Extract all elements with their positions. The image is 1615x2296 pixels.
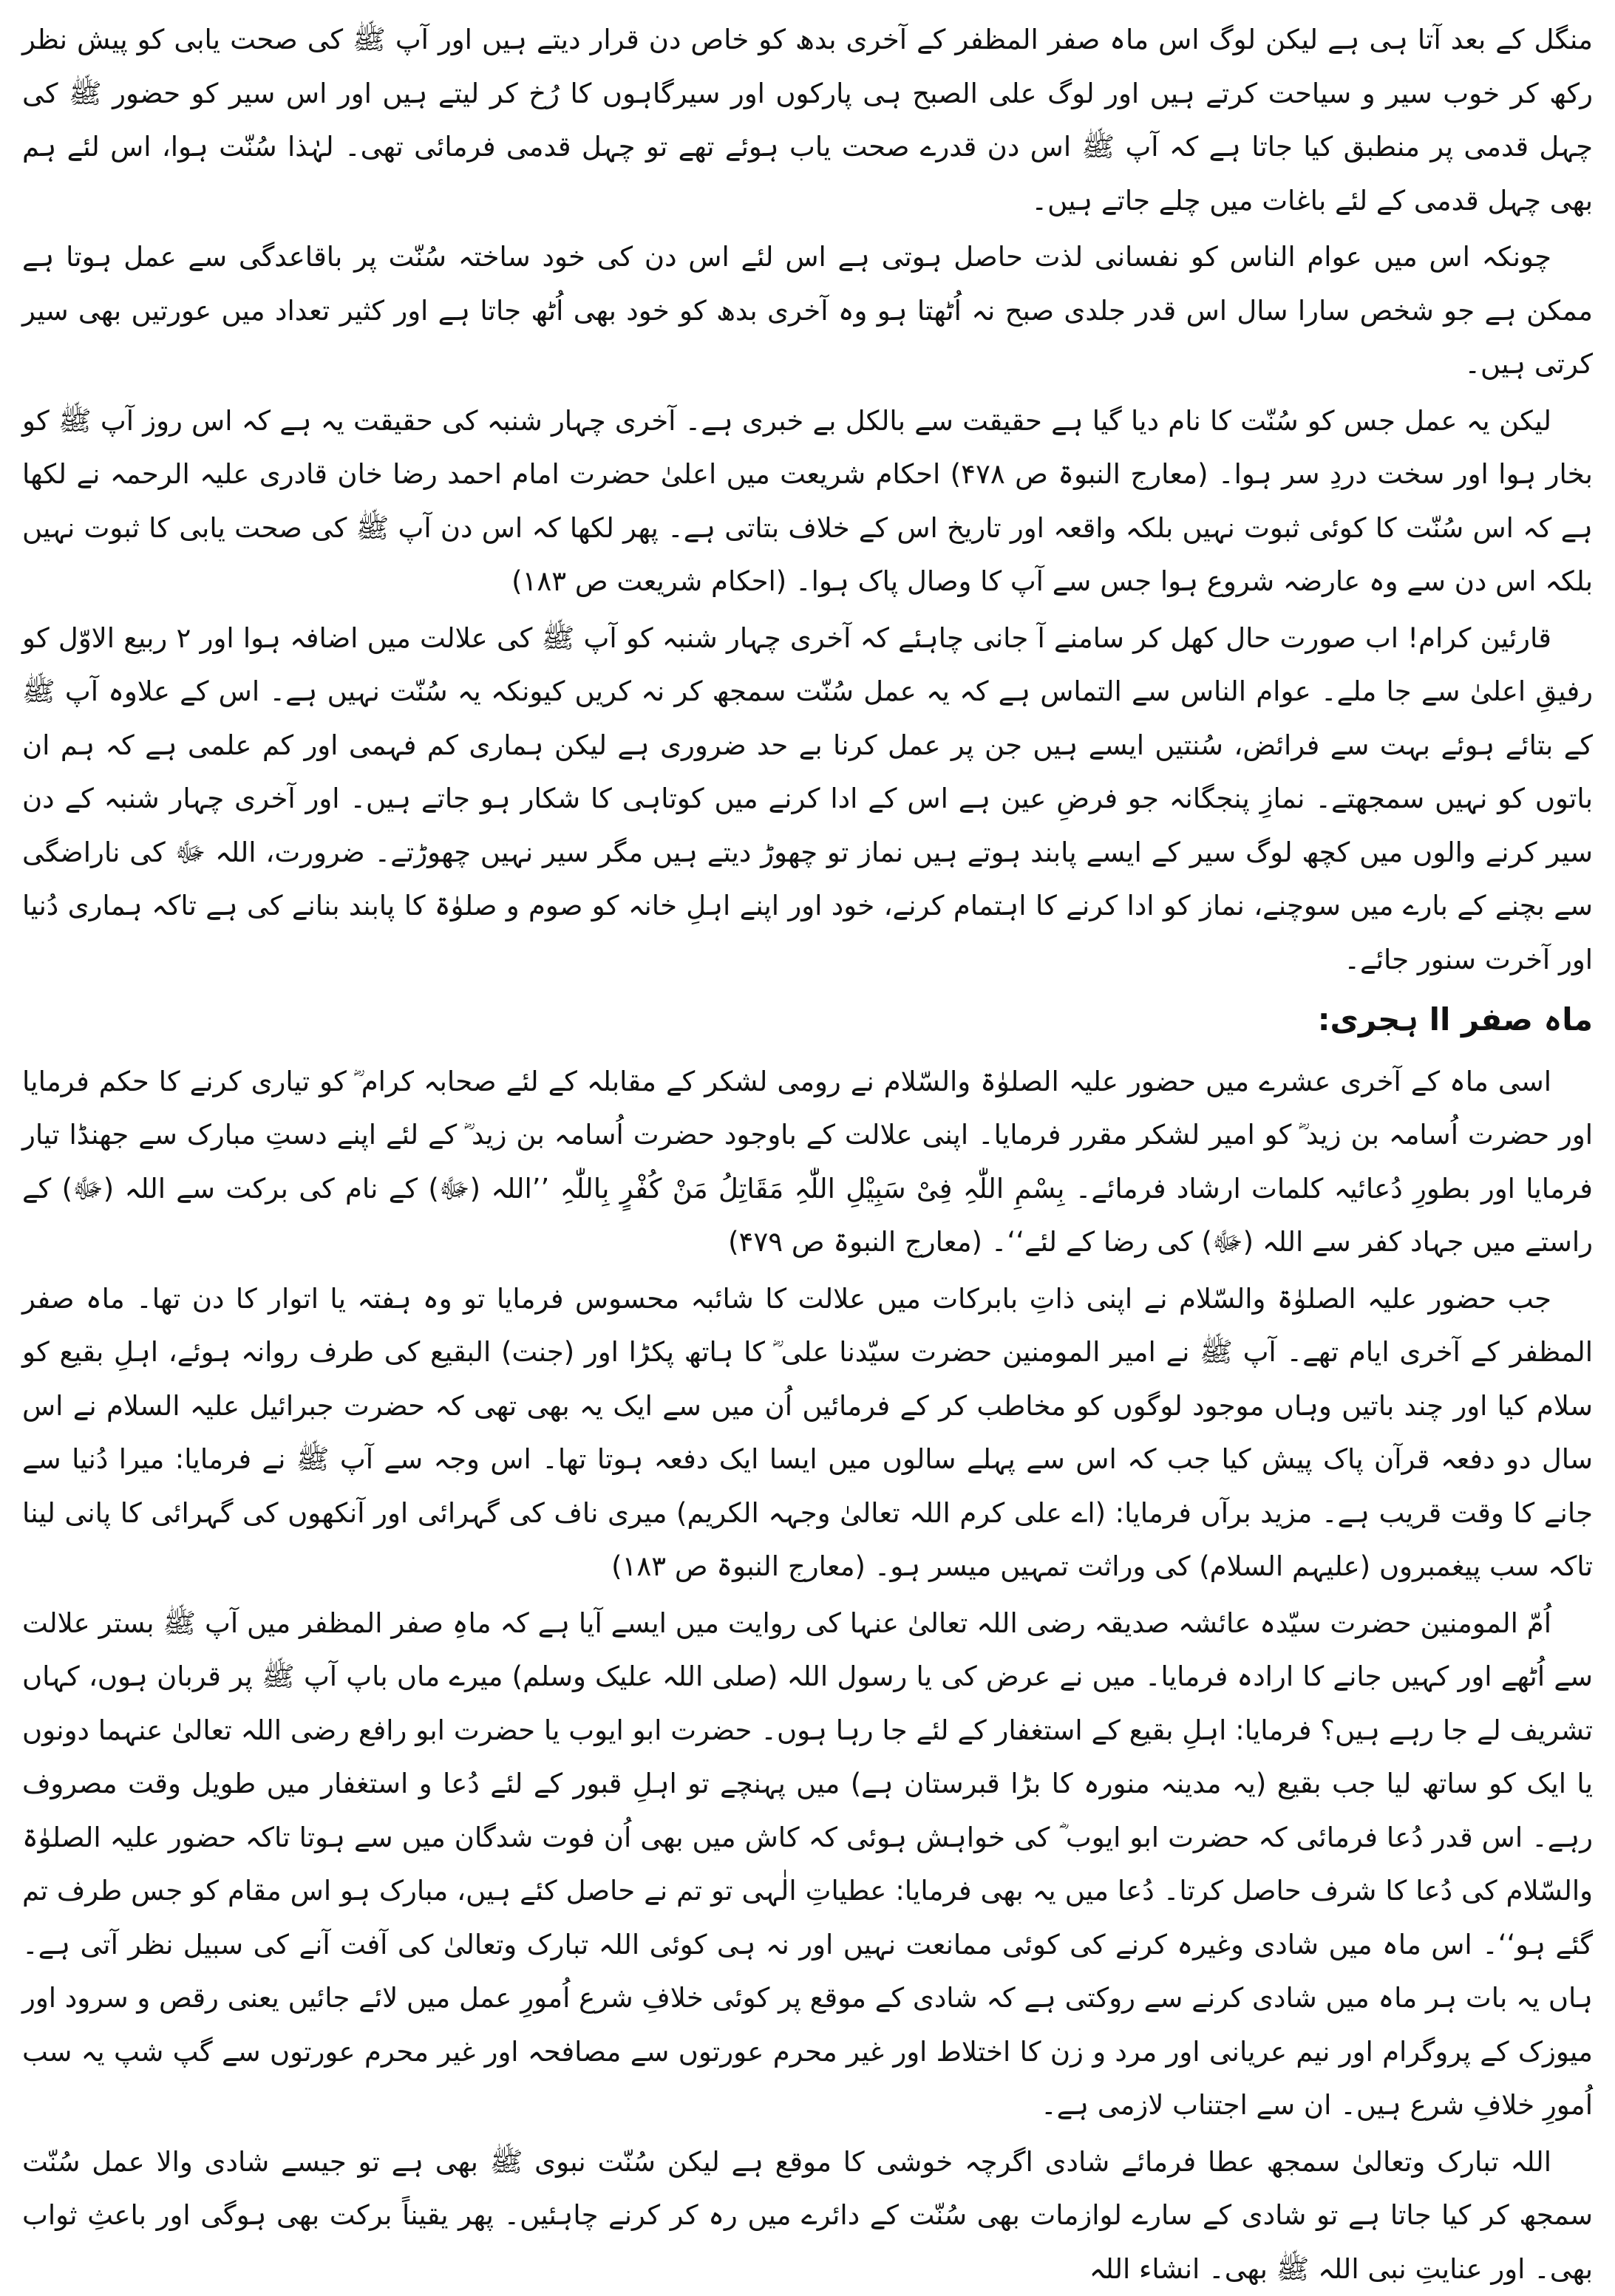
paragraph-truth-of-last-wednesday: لیکن یہ عمل جس کو سُنّت کا نام دیا گیا ہے حقیقت سے بالکل بے خبری ہے۔ آخری چہار شنبہ کی حقیقت یہ ہے کہ اس روز آپ ﷺ کو بخار ہوا اور سخت دردِ سر ہوا۔ (معارج النبوۃ ص ۴۷۸) احکام شریعت میں اعلیٰ حضرت امام احمد رضا خان قادری علیہ الرحمہ نے لکھا ہے کہ اس سُنّت کا کوئی ثبوت نہیں بلکہ واقعہ اور تاریخ اس کے خلاف بتاتی ہے۔ پھر لکھا کہ اس دن آپ ﷺ کی صحت یابی کا ثبوت نہیں بلکہ اس دن سے وہ عارضہ شروع ہوا جس سے آپ کا وصال پاک ہوا۔ (احکام شریعت ص ۱۸۳) [22, 404, 1593, 598]
paragraph-visit-to-baqi: جب حضور علیہ الصلوٰۃ والسّلام نے اپنی ذاتِ بابرکات میں علالت کا شائبہ محسوس فرمایا تو وہ ہفتہ یا اتوار کا دن تھا۔ ماہ صفر المظفر کے آخری ایام تھے۔ آپ ﷺ نے امیر المومنین حضرت سیّدنا علی ؓ کا ہاتھ پکڑا اور (جنت) البقیع کی طرف روانہ ہوئے، اہلِ بقیع کو سلام کیا اور چند باتیں وہاں موجود لوگوں کو مخاطب کر کے فرمائیں اُن میں سے ایک یہ بھی تھی کہ حضرت جبرائیل علیہ السلام نے اس سال دو دفعہ قرآن پاک پیش کیا جب کہ اس سے پہلے سالوں میں ایسا ایک دفعہ ہوتا تھا۔ اس وجہ سے آپ ﷺ نے فرمایا: میرا دُنیا سے جانے کا وقت قریب ہے۔ مزید برآں فرمایا: (اے علی کرم اللہ تعالیٰ وجہہ الکریم) میری ناف کی گہرائی اور آنکھوں کی گہرائی کا پانی لینا تاکہ سب پیغمبروں (علیہم السلام) کی وراثت تمہیں میسر ہو۔ (معارج النبوۃ ص ۱۸۳) [22, 1282, 1593, 1583]
paragraph-readers-appeal: قارئین کرام! اب صورت حال کھل کر سامنے آ جانی چاہئے کہ آخری چہار شنبہ کو آپ ﷺ کی علالت میں اضافہ ہوا اور ۲ ربیع الاوّل کو رفیقِ اعلیٰ سے جا ملے۔ عوام الناس سے التماس ہے کہ یہ عمل سُنّت سمجھ کر نہ کریں کیونکہ یہ سُنّت نہیں ہے۔ اس کے علاوہ آپ ﷺ کے بتائے ہوئے بہت سے فرائض، سُنتیں ایسے ہیں جن پر عمل کرنا بے حد ضروری ہے لیکن ہماری کم فہمی اور کم علمی ہے کہ ہم ان باتوں کو نہیں سمجھتے۔ نمازِ پنجگانہ جو فرضِ عین ہے اس کے ادا کرنے میں کوتاہی کا شکار ہو جاتے ہیں۔ اور آخری چہار شنبہ کے دن سیر کرنے والوں میں کچھ لوگ سیر کے ایسے پابند ہوتے ہیں نماز تو چھوڑ دیتے ہیں مگر سیر نہیں چھوڑتے۔ ضرورت، اللہ ﷻ کی ناراضگی سے بچنے کے بارے میں سوچنے، نماز کو ادا کرنے کا اہتمام کرنے، خود اور اپنے اہلِ خانہ کو صوم و صلوٰۃ کا پابند بنانے کی ہے تاکہ ہماری دُنیا اور آخرت سنور جائے۔ [22, 621, 1594, 975]
paragraph-aisha-narration: اُمّ المومنین حضرت سیّدہ عائشہ صدیقہ رضی اللہ تعالیٰ عنہا کی روایت میں ایسے آیا ہے کہ ماہِ صفر المظفر میں آپ ﷺ بستر علالت سے اُٹھے اور کہیں جانے کا ارادہ فرمایا۔ میں نے عرض کی یا رسول اللہ (صلی اللہ علیک وسلم) میرے ماں باپ آپ ﷺ پر قربان ہوں، کہاں تشریف لے جا رہے ہیں؟ فرمایا: اہلِ بقیع کے استغفار کے لئے جا رہا ہوں۔ حضرت ابو ایوب یا حضرت ابو رافع رضی اللہ تعالیٰ عنہما دونوں یا ایک کو ساتھ لیا جب بقیع (یہ مدینہ منورہ کا بڑا قبرستان ہے) میں پہنچے تو اہلِ قبور کے لئے دُعا و استغفار میں طویل وقت مصروف رہے۔ اس قدر دُعا فرمائی کہ حضرت ابو ایوب ؓ کی خواہش ہوئی کہ کاش میں بھی اُن فوت شدگان میں سے ہوتا تاکہ حضور علیہ الصلوٰۃ والسّلام کی دُعا کا شرف حاصل کرتا۔ دُعا میں یہ بھی فرمایا: عطیاتِ الٰہی تو تم نے حاصل کئے ہیں، مبارک ہو اس مقام کو جس طرف تم گئے ہو‘‘۔ اس ماہ میں شادی وغیرہ کرنے کی کوئی ممانعت نہیں اور نہ ہی کوئی اللہ تبارک وتعالیٰ کی آفت آنے کی سبیل نظر آتی ہے۔ ہاں یہ بات ہر ماہ میں شادی کرنے سے روکتی ہے کہ شادی کے موقع پر کوئی خلافِ شرع اُمورِ عمل میں لائے جائیں یعنی رقص و سرود اور میوزک کے پروگرام اور نیم عریانی اور مرد و زن کا اختلاط اور غیر محرم عورتوں سے مصافحہ اور غیر محرم عورتوں سے گپ شپ یہ سب اُمورِ خلافِ شرع ہیں۔ ان سے اجتناب لازمی ہے۔ [22, 1607, 1593, 2122]
document-page [22, 13, 1594, 2285]
paragraph-closing-prayer: اللہ تبارک وتعالیٰ سمجھ عطا فرمائے شادی اگرچہ خوشی کا موقع ہے لیکن سُنّت نبوی ﷺ بھی ہے تو جیسے شادی والا عمل سُنّت سمجھ کر کیا جاتا ہے تو شادی کے سارے لوازمات بھی سُنّت کے دائرے میں رہ کر کرنے چاہئیں۔ پھر یقیناً برکت بھی ہوگی اور باعثِ ثواب بھی۔ اور عنایتِ نبی اللہ ﷺ بھی۔ انشاء اللہ [22, 2145, 1593, 2285]
paragraph-public-pleasure: چونکہ اس میں عوام الناس کو نفسانی لذت حاصل ہوتی ہے اس لئے اس دن کی خود ساختہ سُنّت پر باقاعدگی سے عمل ہوتا ہے ممکن ہے جو شخص سارا سال اس قدر جلدی صبح نہ اُٹھتا ہو وہ آخری بدھ کو خود بھی اُٹھ جاتا ہے اور کثیر تعداد میں عورتیں بھی سیر کرتی ہیں۔ [22, 241, 1593, 381]
paragraph-army-of-usama: اسی ماہ کے آخری عشرے میں حضور علیہ الصلوٰۃ والسّلام نے رومی لشکر کے مقابلہ کے لئے صحابہ کرام ؓ کو تیاری کرنے کا حکم فرمایا اور حضرت اُسامہ بن زید ؓ کو امیر لشکر مقرر فرمایا۔ اپنی علالت کے باوجود حضرت اُسامہ بن زید ؓ کے لئے اپنے دستِ مبارک سے جھنڈا تیار فرمایا اور بطورِ دُعائیہ کلمات ارشاد فرمائے۔ بِسْمِ اللّٰہِ فِیْ سَبِیْلِ اللّٰہِ مَقَاتِلُ مَنْ کُفْرٍ بِاللّٰہِ ’’اللہ (ﷻ) کے نام کی برکت سے اللہ (ﷻ) کے راستے میں جہاد کفر سے اللہ (ﷻ) کی رضا کے لئے‘‘۔ (معارج النبوۃ ص ۴۷۹) [22, 1065, 1593, 1258]
section-heading-safar-11-hijri: ماہ صفر اا ہجری: [1317, 1001, 1593, 1038]
paragraph-early-wednesday-walk: منگل کے بعد آتا ہی ہے لیکن لوگ اس ماہ صفر المظفر کے آخری بدھ کو خاص دن قرار دیتے ہیں اور آپ ﷺ کی صحت یابی کو پیش نظر رکھ کر خوب سیر و سیاحت کرتے ہیں اور لوگ علی الصبح ہی پارکوں اور سیرگاہوں کا رُخ کر لیتے ہیں اور اس سیر کو حضور ﷺ کی چہل قدمی پر منطبق کیا جاتا ہے کہ آپ ﷺ اس دن قدرے صحت یاب ہوئے تھے تو چہل قدمی فرمائی تھی۔ لہٰذا سُنّت ہوا، اس لئے ہم بھی چہل قدمی کے لئے باغات میں چلے جاتے ہیں۔ [22, 24, 1593, 217]
